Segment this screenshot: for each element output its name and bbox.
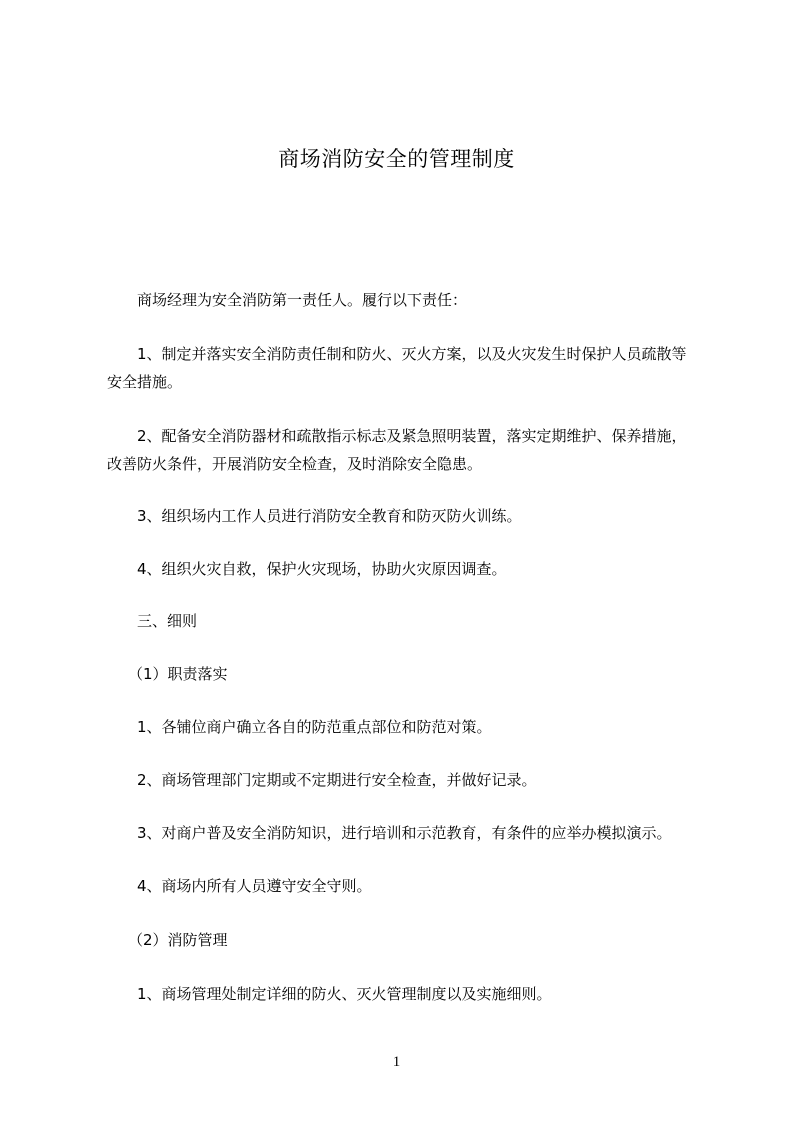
page-number: 1 (392, 1054, 401, 1070)
paragraph-duty-1: 1、制定并落实安全消防责任制和防火、灭火方案，以及火灾发生时保护人员疏散等安全措施。 (107, 345, 687, 391)
subsection-heading-responsibility: （1）职责落实 (128, 665, 228, 683)
paragraph-rule-3: 3、对商户普及安全消防知识，进行培训和示范教育，有条件的应举办模拟演示。 (137, 824, 672, 842)
paragraph-rule-2: 2、商场管理部门定期或不定期进行安全检查，并做好记录。 (137, 771, 537, 789)
paragraph-rule-1: 1、各铺位商户确立各自的防范重点部位和防范对策。 (137, 718, 492, 736)
paragraph-management-1: 1、商场管理处制定详细的防火、灭火管理制度以及实施细则。 (137, 985, 552, 1003)
paragraph-duty-3: 3、组织场内工作人员进行消防安全教育和防灭防火训练。 (137, 507, 522, 525)
paragraph-intro: 商场经理为安全消防第一责任人。履行以下责任： (137, 291, 468, 309)
section-heading-rules: 三、细则 (137, 612, 198, 630)
paragraph-duty-2: 2、配备安全消防器材和疏散指示标志及紧急照明装置，落实定期维护、保养措施，改善防火条件，开展消防安全检查，及时消除安全隐患。 (107, 427, 687, 473)
document-title: 商场消防安全的管理制度 (278, 147, 515, 171)
paragraph-rule-4: 4、商场内所有人员遵守安全守则。 (137, 877, 372, 895)
subsection-heading-fire-management: （2）消防管理 (128, 931, 228, 949)
paragraph-duty-4: 4、组织火灾自救，保护火灾现场，协助火灾原因调查。 (137, 560, 507, 578)
